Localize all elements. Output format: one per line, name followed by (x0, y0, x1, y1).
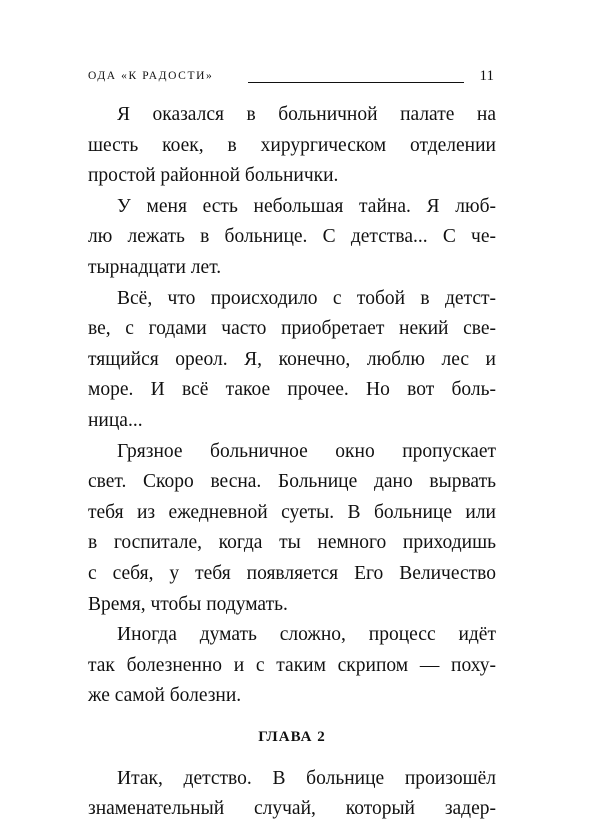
page-number: 11 (479, 68, 494, 84)
text-line: так болезненно и с таким скрипом — поху- (88, 654, 496, 676)
text-line: Итак, детство. В больнице произошёл (117, 767, 496, 789)
text-line: простой районной больнички. (88, 165, 339, 187)
text-line: в госпитале, когда ты немного приходишь (88, 532, 496, 554)
text-line: Грязное больничное окно пропускает (117, 440, 496, 462)
text-line: тырнадцати лет. (88, 256, 222, 278)
text-line: ве, с годами часто приобретает некий све- (88, 318, 496, 340)
paragraph-3 (88, 284, 496, 437)
paragraph-1 (88, 100, 496, 192)
text-line: Иногда думать сложно, процесс идёт (117, 624, 496, 646)
text-line: ница... (88, 409, 143, 431)
text-line: с себя, у тебя появляется Его Величество (88, 562, 496, 584)
text-line: Время, чтобы подумать. (88, 593, 288, 615)
paragraph-4 (88, 437, 496, 621)
text-line: лю лежать в больнице. С детства... С че- (88, 226, 496, 248)
chapter-heading: ГЛАВА 2 (258, 728, 326, 745)
text-line: же самой болезни. (88, 685, 242, 707)
text-line: Всё, что происходило с тобой в детст- (117, 287, 496, 309)
paragraph-5 (88, 620, 496, 712)
chapter-paragraph (88, 764, 496, 825)
text-line: тебя из ежедневной суеты. В больнице или (88, 501, 496, 523)
text-line: знаменательный случай, который задер- (88, 798, 496, 820)
text-line: У меня есть небольшая тайна. Я люб- (117, 195, 496, 217)
running-header (88, 68, 494, 88)
text-line: тящийся ореол. Я, конечно, люблю лес и (88, 348, 496, 370)
running-title: ОДА «К РАДОСТИ» (88, 70, 214, 82)
text-line: море. И всё такое прочее. Но вот боль- (88, 379, 496, 401)
text-line: свет. Скоро весна. Больнице дано вырвать (88, 471, 496, 493)
text-line: Я оказался в больничной палате на (117, 104, 496, 125)
page-body (88, 100, 496, 825)
text-line: шесть коек, в хирургическом отделении (88, 134, 496, 156)
paragraph-2 (88, 192, 496, 284)
header-rule (248, 82, 464, 83)
